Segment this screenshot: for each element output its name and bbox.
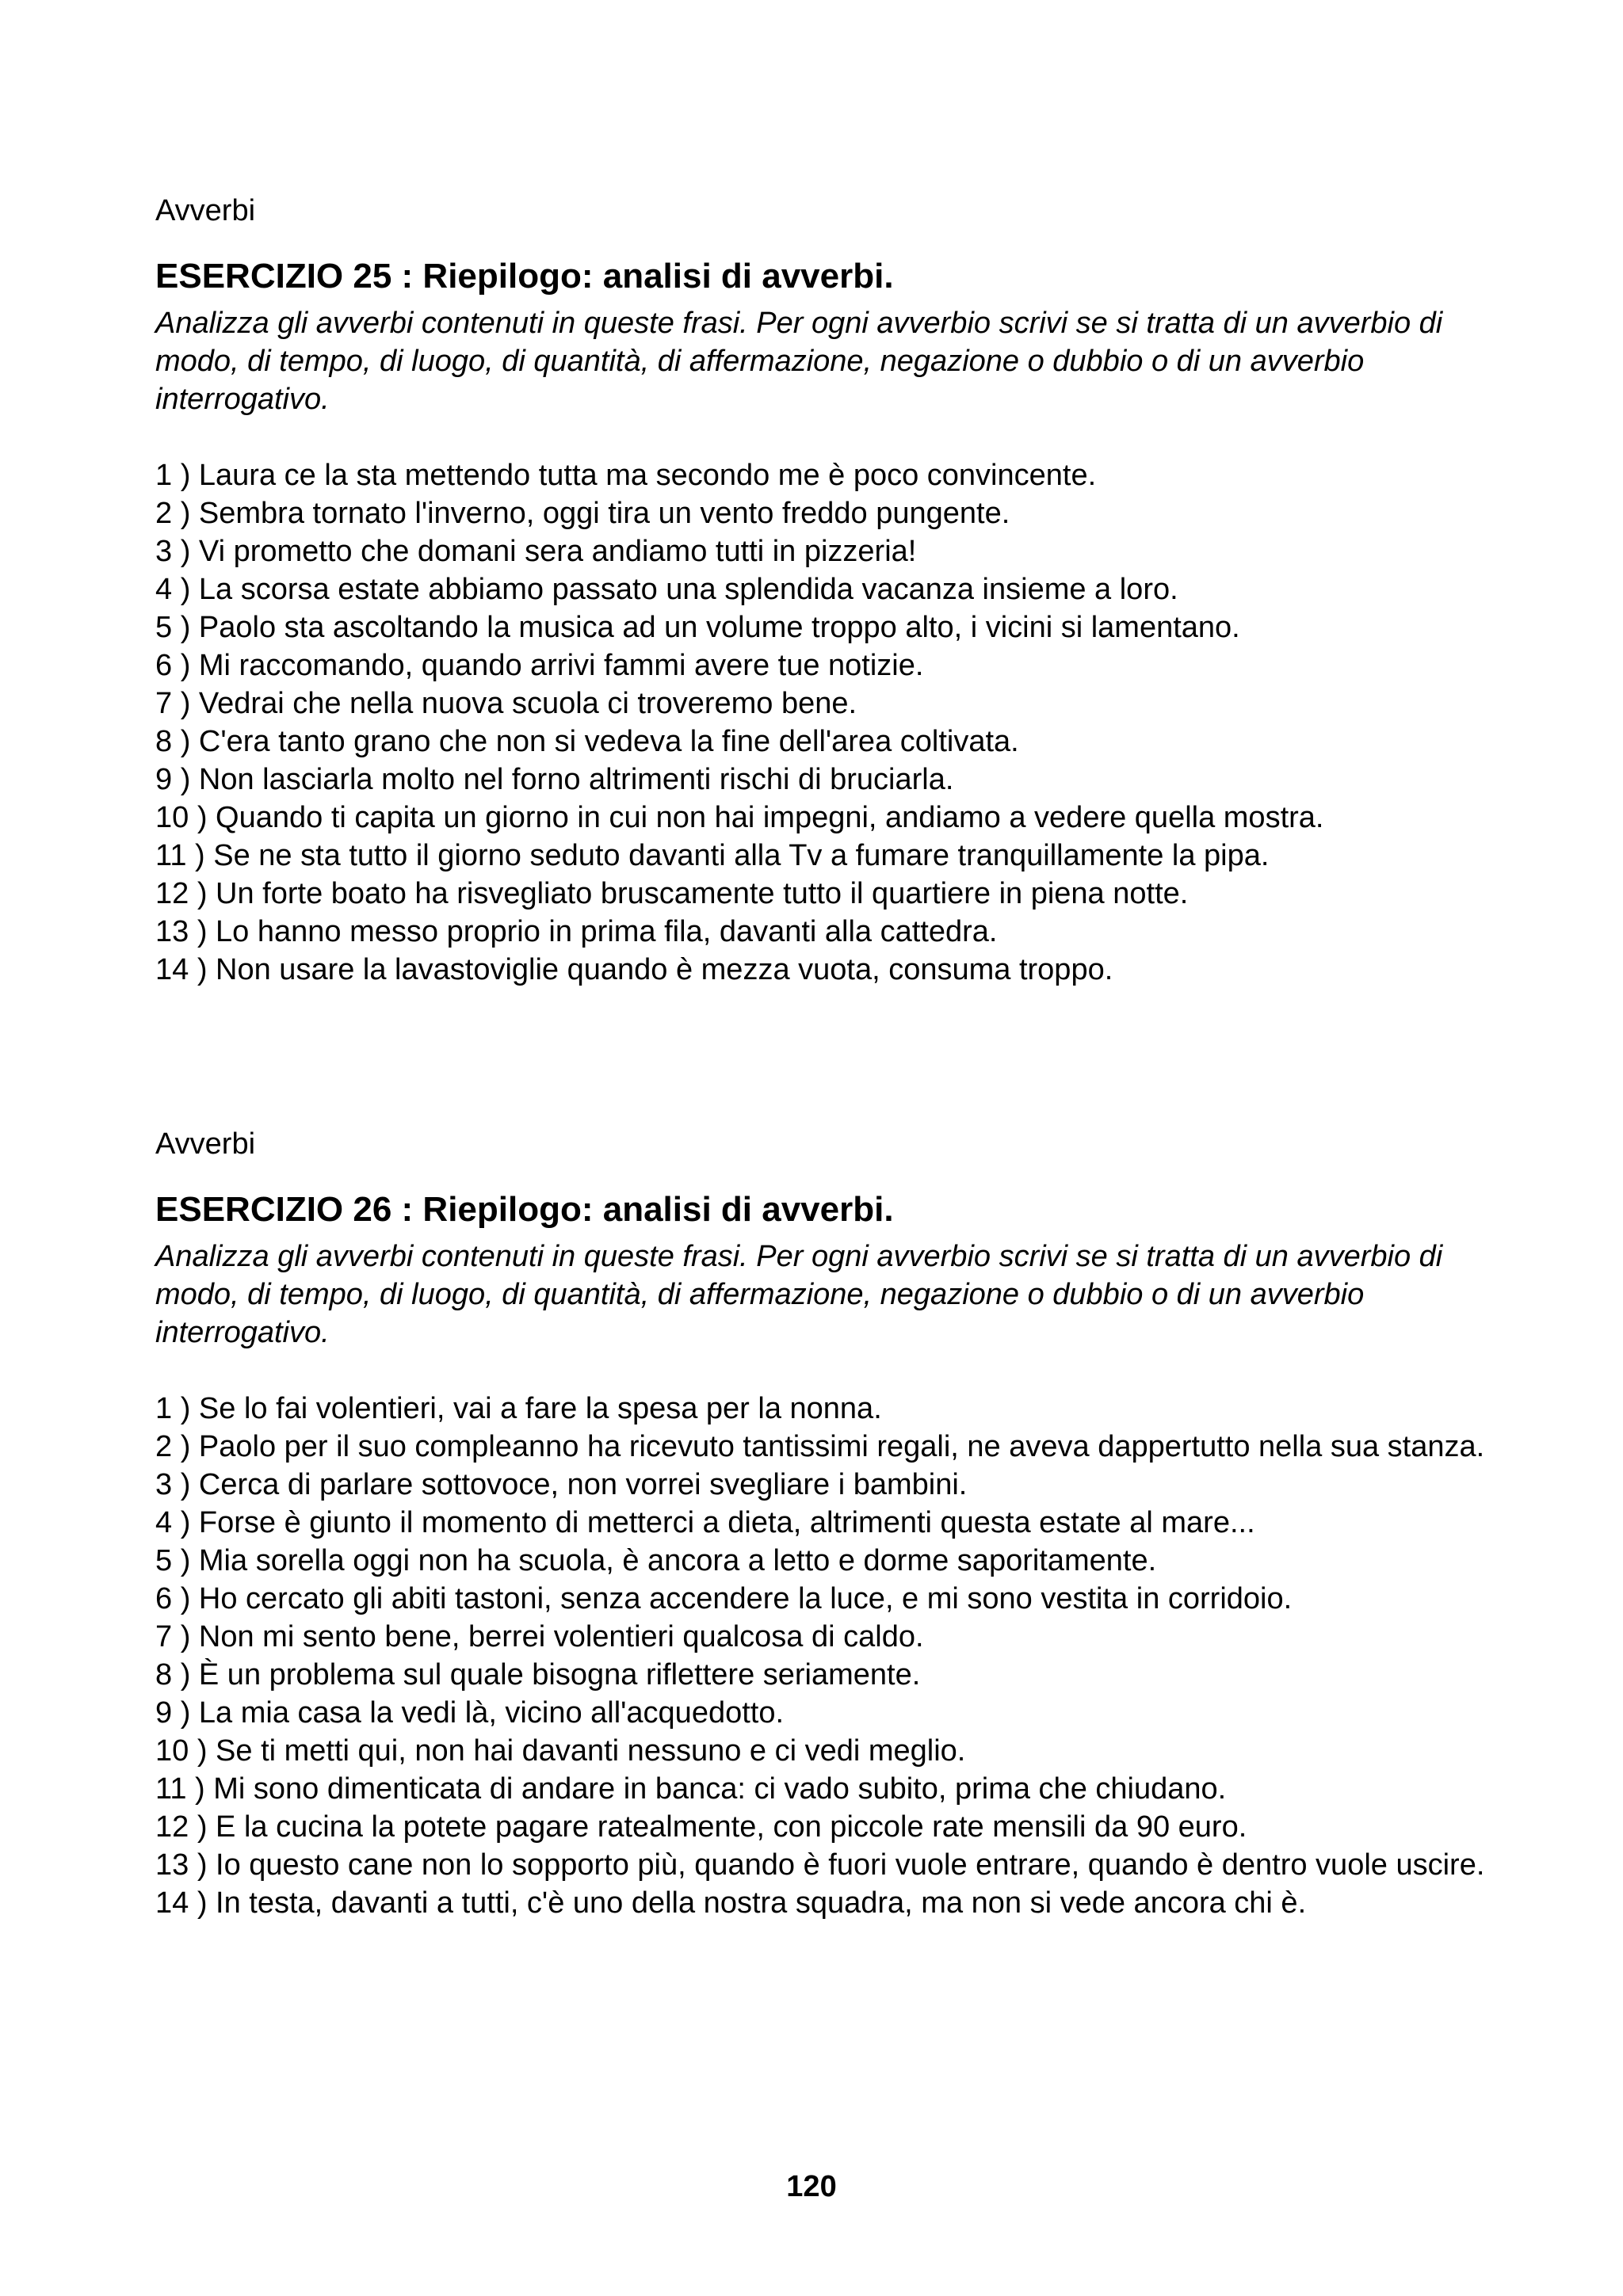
sentence-item: 1 ) Se lo fai volentieri, vai a fare la spesa per la nonna. — [155, 1392, 882, 1425]
sentence-item: 3 ) Vi prometto che domani sera andiamo tutti in pizzeria! — [155, 535, 917, 568]
sentence-item: 12 ) E la cucina la potete pagare ratealmente, con piccole rate mensili da 90 euro. — [155, 1810, 1247, 1844]
sentence-item: 8 ) C'era tanto grano che non si vedeva la fine dell'area coltivata. — [155, 725, 1019, 758]
sentence-item: 4 ) La scorsa estate abbiamo passato una splendida vacanza insieme a loro. — [155, 573, 1178, 606]
sentence-item: 6 ) Mi raccomando, quando arrivi fammi avere tue notizie. — [155, 649, 924, 682]
sentence-item: 14 ) In testa, davanti a tutti, c'è uno della nostra squadra, ma non si vede ancora chi è. — [155, 1886, 1307, 1920]
sentence-item: 7 ) Non mi sento bene, berrei volentieri qualcosa di caldo. — [155, 1620, 924, 1653]
sentence-item: 11 ) Se ne sta tutto il giorno seduto davanti alla Tv a fumare tranquillamente la pipa. — [155, 839, 1270, 872]
sentence-item: 13 ) Io questo cane non lo sopporto più, quando è fuori vuole entrare, quando è dentro vuole uscire. — [155, 1848, 1485, 1882]
sentence-item: 10 ) Se ti metti qui, non hai davanti nessuno e ci vedi meglio. — [155, 1734, 966, 1768]
exercise-title: ESERCIZIO 26 : Riepilogo: analisi di avverbi. — [155, 1190, 894, 1229]
sentence-item: 9 ) La mia casa la vedi là, vicino all'acquedotto. — [155, 1696, 785, 1730]
topic-label: Avverbi — [155, 194, 256, 227]
sentence-item: 12 ) Un forte boato ha risvegliato bruscamente tutto il quartiere in piena notte. — [155, 877, 1189, 910]
exercise-instructions: Analizza gli avverbi contenuti in queste frasi. Per ogni avverbio scrivi se si tratta di un avverbio di modo, di tempo, di luogo, di quantità, di affermazione, negazione o dubbio o di un avverbio interrogativo. — [155, 307, 1443, 416]
exercise-25 — [155, 192, 1503, 989]
sentence-item: 5 ) Mia sorella oggi non ha scuola, è ancora a letto e dorme saporitamente. — [155, 1544, 1157, 1577]
sentence-item: 1 ) Laura ce la sta mettendo tutta ma secondo me è poco convincente. — [155, 459, 1097, 492]
sentence-item: 8 ) È un problema sul quale bisogna riflettere seriamente. — [155, 1658, 921, 1691]
exercise-instructions: Analizza gli avverbi contenuti in queste frasi. Per ogni avverbio scrivi se si tratta di un avverbio di modo, di tempo, di luogo, di quantità, di affermazione, negazione o dubbio o di un avverbio interrogativo. — [155, 1240, 1443, 1349]
sentence-item: 13 ) Lo hanno messo proprio in prima fila, davanti alla cattedra. — [155, 915, 998, 948]
sentence-item: 14 ) Non usare la lavastoviglie quando è mezza vuota, consuma troppo. — [155, 953, 1113, 986]
sentence-item: 2 ) Sembra tornato l'inverno, oggi tira un vento freddo pungente. — [155, 497, 1010, 530]
exercise-26 — [155, 1125, 1503, 1922]
sentence-item: 7 ) Vedrai che nella nuova scuola ci troveremo bene. — [155, 687, 857, 720]
sentence-list — [155, 456, 1503, 989]
sentence-item: 10 ) Quando ti capita un giorno in cui non hai impegni, andiamo a vedere quella mostra. — [155, 801, 1324, 834]
sentence-item: 9 ) Non lasciarla molto nel forno altrimenti rischi di bruciarla. — [155, 763, 954, 796]
sentence-item: 4 ) Forse è giunto il momento di metterci a dieta, altrimenti questa estate al mare... — [155, 1506, 1255, 1539]
exercise-title: ESERCIZIO 25 : Riepilogo: analisi di avverbi. — [155, 257, 894, 296]
sentence-item: 5 ) Paolo sta ascoltando la musica ad un volume troppo alto, i vicini si lamentano. — [155, 611, 1240, 644]
sentence-item: 3 ) Cerca di parlare sottovoce, non vorrei svegliare i bambini. — [155, 1468, 968, 1501]
sentence-item: 11 ) Mi sono dimenticata di andare in banca: ci vado subito, prima che chiudano. — [155, 1772, 1227, 1806]
topic-label: Avverbi — [155, 1127, 256, 1161]
page-number: 120 — [786, 2170, 837, 2203]
sentence-list — [155, 1390, 1503, 1922]
sentence-item: 6 ) Ho cercato gli abiti tastoni, senza accendere la luce, e mi sono vestita in corridoio. — [155, 1582, 1293, 1615]
sentence-item: 2 ) Paolo per il suo compleanno ha ricevuto tantissimi regali, ne aveva dappertutto nella sua stanza. — [155, 1430, 1485, 1463]
